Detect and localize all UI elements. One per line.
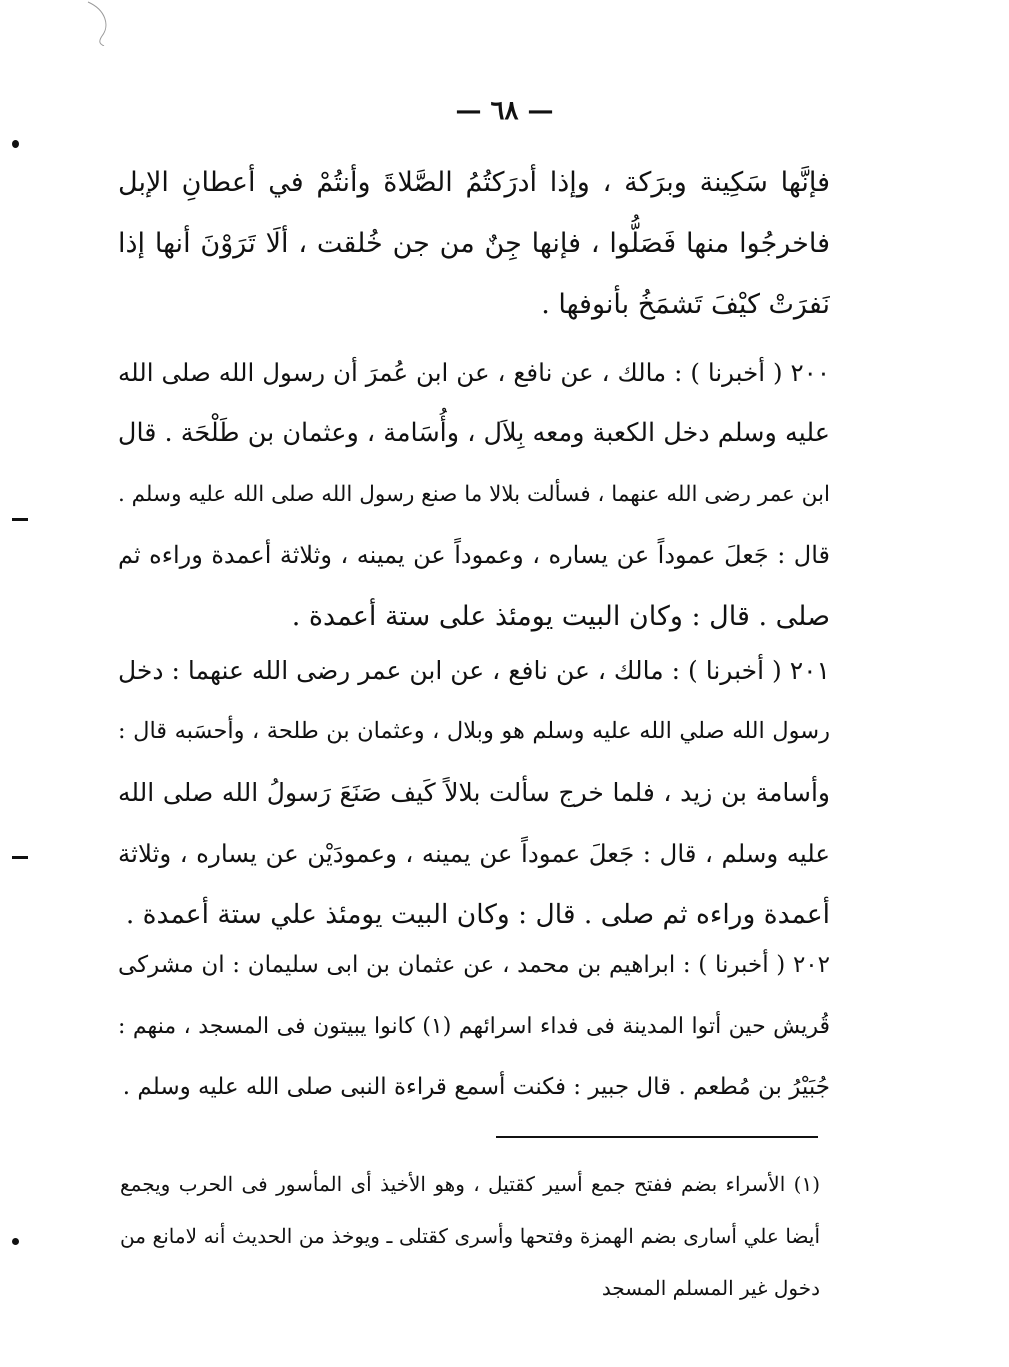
text-line: جُبَيْرُ بن مُطعم . قال جبير : فكنت أسمع قراءة النبى صلى الله عليه وسلم . [122,1074,830,1100]
text-line: ابن عمر رضى الله عنهما ، فسألت بلالا ما صنع رسول الله صلى الله عليه وسلم . [118,482,830,507]
hadith-201 [118,640,830,945]
footnotes [120,1158,820,1314]
footnote-line: (١) الأسراء بضم ففتح جمع أسير كقتيل ، وهو الأخيذ أى المأسور فى الحرب ويجمع [120,1172,820,1196]
footnote-line: أيضا علي أسارى بضم الهمزة وفتحها وأسرى كقتلى ـ ويوخذ من الحديث أنه لامانع من [120,1224,820,1248]
text-line: قال : جَعلَ عموداً عن يساره ، وعموداً عن يمينه ، وثلاثة أعمدة وراءه ثم [118,541,830,569]
text-line: قُريش حين أتوا المدينة فى فداء اسرائهم (١) كانوا يبيتون فى المسجد ، منهم : [118,1014,830,1039]
text-line: صلى . قال : وكان البيت يومئذ على ستة أعمدة . [291,601,830,632]
page-corner-curl [72,0,112,46]
text-line: فاخرجُوا منها فَصَلُّوا ، فإنها جِنٌ من جن خُلقت ، ألَا تَرَوْنَ أنها إذا [118,228,830,259]
text-line: وأسامة بن زيد ، فلما خرج سألت بلالاً كَيف صَنَعَ رَسولُ الله صلى الله [118,778,830,807]
hadith-200 [118,342,830,647]
text-line: عليه وسلم ، قال : جَعلَ عموداً عن يمينه ، وعمودَيْن عن يساره ، وثلاثة [118,839,830,868]
text-line: نَفرَتْ كيْفَ تَشمَخُ بأنوفها . [541,289,830,320]
footnote-line: دخول غير المسلم المسجد [601,1276,820,1300]
paragraph-continuation [118,152,830,335]
margin-dot-mark [12,140,19,148]
text-line: عليه وسلم دخل الكعبة ومعه بِلاَل ، وأُسَامة ، وعثمان بن طَلْحَة . قال [118,418,830,448]
text-line: ٢٠١ ( أخبرنا ) : مالك ، عن نافع ، عن ابن عمر رضى الله عنهما : دخل [118,656,830,685]
text-line: ٢٠٢ ( أخبرنا ) : ابراهيم بن محمد ، عن عثمان بن ابى سليمان : ان مشركى [118,952,830,978]
margin-dash-mark [12,518,28,521]
margin-dot-mark [12,1238,19,1245]
text-line: أعمدة وراءه ثم صلى . قال : وكان البيت يومئذ علي ستة أعمدة . [125,899,830,930]
text-line: رسول الله صلي الله عليه وسلم هو وبلال ، وعثمان بن طلحة ، وأحسَبه قال : [118,718,830,744]
footnote-separator [496,1136,818,1138]
hadith-202 [118,935,830,1118]
text-line: فإنَّها سَكِينة وبرَكة ، وإذا أدرَكتُمُ الصَّلاةَ وأنتُمْ في أعطانِ الإبل [118,167,830,198]
margin-dash-mark [12,856,28,859]
page-number: — ٦٨ — [455,96,554,126]
text-line: ٢٠٠ ( أخبرنا ) : مالك ، عن نافع ، عن ابن عُمرَ أن رسول الله صلى الله [118,358,830,387]
